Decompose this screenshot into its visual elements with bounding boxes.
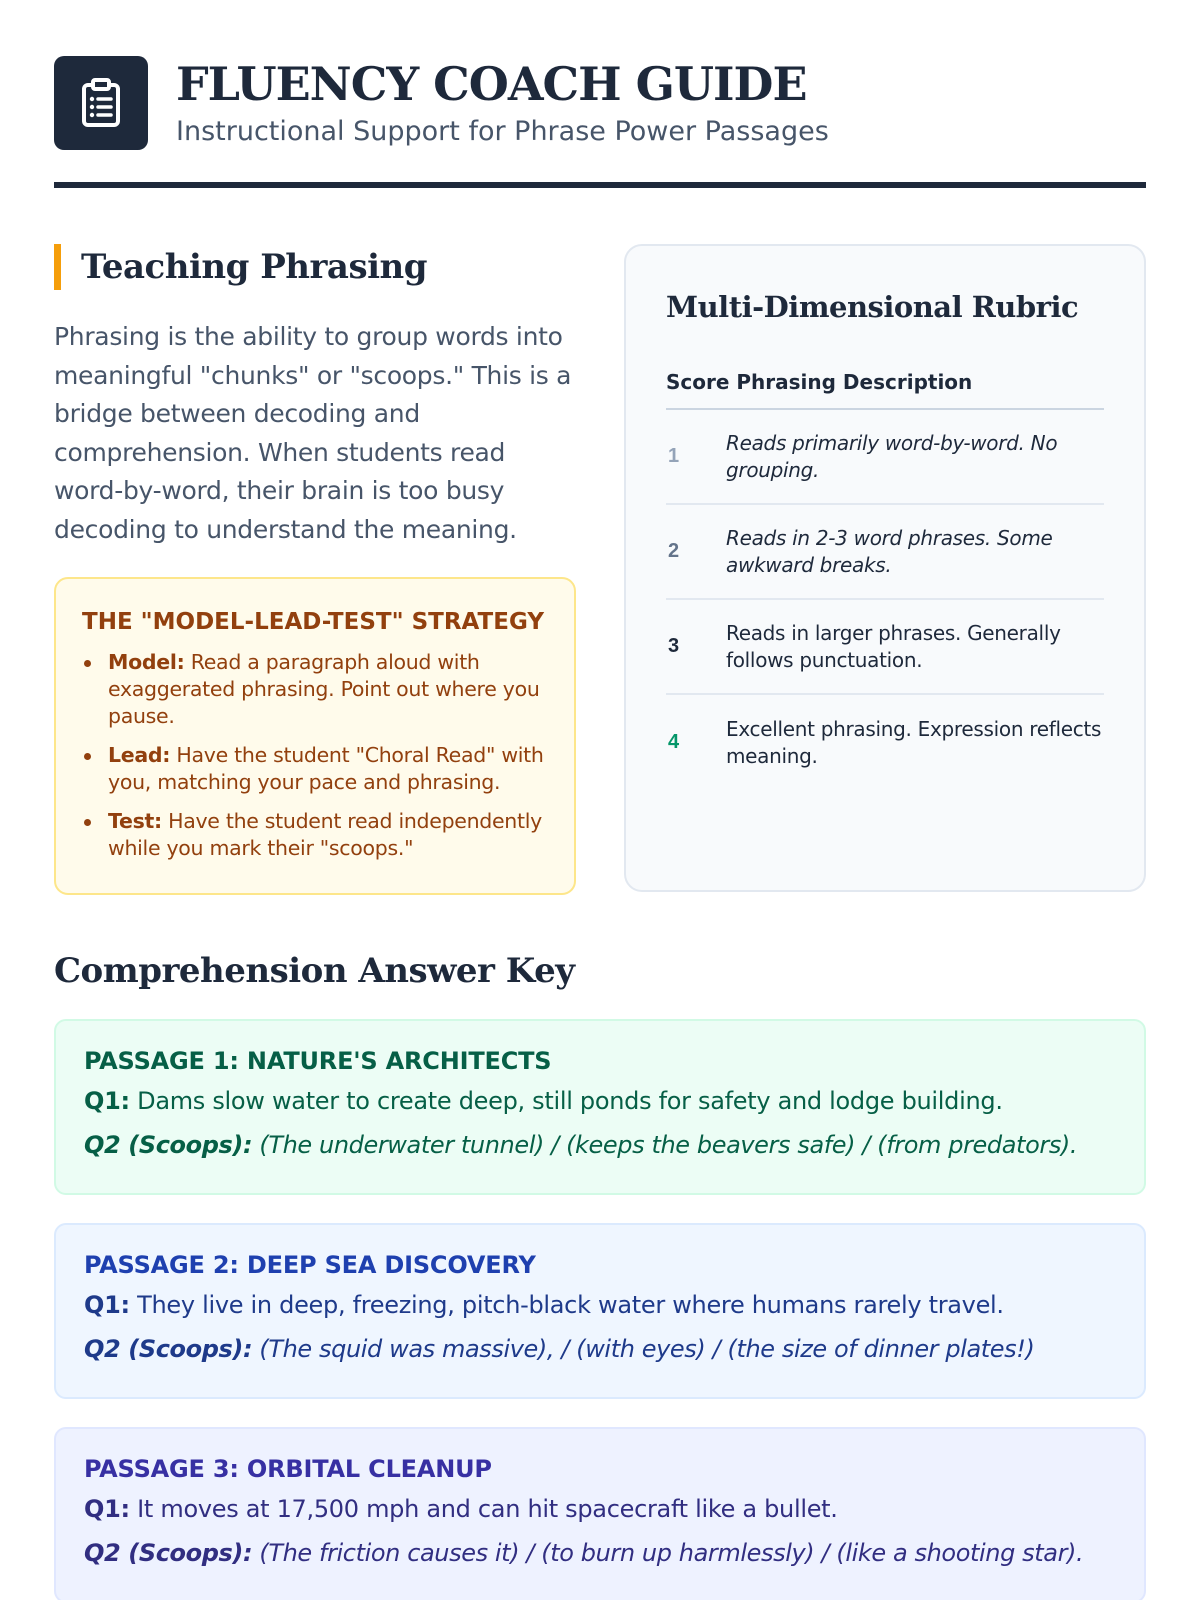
rubric-row: [666, 695, 1104, 790]
passage-title: PASSAGE 1: NATURE'S ARCHITECTS: [84, 1047, 552, 1075]
page-subtitle: Instructional Support for Phrase Power Passages: [176, 116, 829, 147]
strategy-text: Read a paragraph aloud with exaggerated phrasing. Point out where you pause.: [108, 650, 540, 728]
passage-q1: [84, 1087, 1116, 1115]
q2-answer: (The squid was massive), / (with eyes) / (the size of dinner plates!): [252, 1335, 1035, 1363]
rubric-row: [666, 410, 1104, 505]
passage-card-3: [54, 1427, 1146, 1600]
rubric-row: [666, 505, 1104, 600]
page-title: FLUENCY COACH GUIDE: [176, 57, 807, 111]
q1-label: Q1:: [84, 1495, 130, 1523]
strategy-label: Test:: [108, 809, 162, 833]
strategy-box: [54, 577, 576, 895]
clipboard-icon: [79, 77, 123, 129]
passage-q1: [84, 1291, 1116, 1319]
strategy-label: Lead:: [108, 743, 171, 767]
rubric-description: Reads in 2-3 word phrases. Some awkward breaks.: [726, 525, 1053, 577]
teaching-column: [54, 244, 576, 895]
rubric-score: 2: [668, 540, 680, 562]
teaching-title: Teaching Phrasing: [81, 247, 428, 287]
header-text: [176, 57, 829, 149]
rubric-title: Multi-Dimensional Rubric: [666, 290, 1079, 324]
rubric-score: 3: [668, 635, 680, 657]
rubric-description: Reads primarily word-by-word. No grouping.: [726, 430, 1058, 482]
rubric-card: [624, 244, 1146, 892]
strategy-item-model: [82, 649, 548, 730]
header: [54, 56, 1146, 150]
teaching-intro: Phrasing is the ability to group words into meaningful "chunks" or "scoops." This is a bridge between decoding and comprehension. When students read word-by-word, their brain is too busy decoding to understand the meaning.: [54, 322, 572, 544]
passage-q2: [84, 1539, 1116, 1567]
logo: [54, 56, 148, 150]
passage-q1: [84, 1495, 1116, 1523]
rubric-score: 4: [668, 731, 680, 753]
rubric-score: 1: [668, 445, 680, 467]
passage-title: PASSAGE 3: ORBITAL CLEANUP: [84, 1455, 492, 1483]
strategy-item-test: [82, 808, 548, 862]
strategy-title: THE "MODEL-LEAD-TEST" STRATEGY: [82, 609, 544, 635]
strategy-label: Model:: [108, 650, 185, 674]
passage-card-2: [54, 1223, 1146, 1399]
q1-answer: It moves at 17,500 mph and can hit spacecraft like a bullet.: [129, 1495, 838, 1523]
q2-answer: (The underwater tunnel) / (keeps the beavers safe) / (from predators).: [252, 1131, 1078, 1159]
strategy-text: Have the student "Choral Read" with you, matching your pace and phrasing.: [108, 743, 544, 794]
strategy-item-lead: [82, 742, 548, 796]
q1-label: Q1:: [84, 1291, 130, 1319]
q1-label: Q1:: [84, 1087, 130, 1115]
answer-key-title: Comprehension Answer Key: [54, 951, 575, 991]
q2-label: Q2 (Scoops):: [84, 1539, 253, 1567]
rubric-row: [666, 600, 1104, 695]
header-divider: [54, 182, 1146, 188]
passage-q2: [84, 1335, 1116, 1363]
two-column-section: [54, 244, 1146, 895]
rubric-table: [666, 410, 1104, 790]
accent-bar: [54, 244, 61, 290]
teaching-heading: [54, 244, 576, 290]
passage-card-1: [54, 1019, 1146, 1195]
q1-answer: Dams slow water to create deep, still ponds for safety and lodge building.: [129, 1087, 1003, 1115]
strategy-text: Have the student read independently while you mark their "scoops.": [108, 809, 542, 860]
rubric-description: Excellent phrasing. Expression reflects meaning.: [726, 716, 1102, 768]
passage-q2: [84, 1131, 1116, 1159]
q1-answer: They live in deep, freezing, pitch-black water where humans rarely travel.: [129, 1291, 1004, 1319]
strategy-list: [82, 649, 548, 862]
q2-label: Q2 (Scoops):: [84, 1335, 253, 1363]
q2-label: Q2 (Scoops):: [84, 1131, 253, 1159]
rubric-description: Reads in larger phrases. Generally follows punctuation.: [726, 620, 1061, 672]
rubric-table-header: Score Phrasing Description: [666, 370, 1104, 410]
passage-title: PASSAGE 2: DEEP SEA DISCOVERY: [84, 1251, 536, 1279]
q2-answer: (The friction causes it) / (to burn up harmlessly) / (like a shooting star).: [252, 1539, 1084, 1567]
